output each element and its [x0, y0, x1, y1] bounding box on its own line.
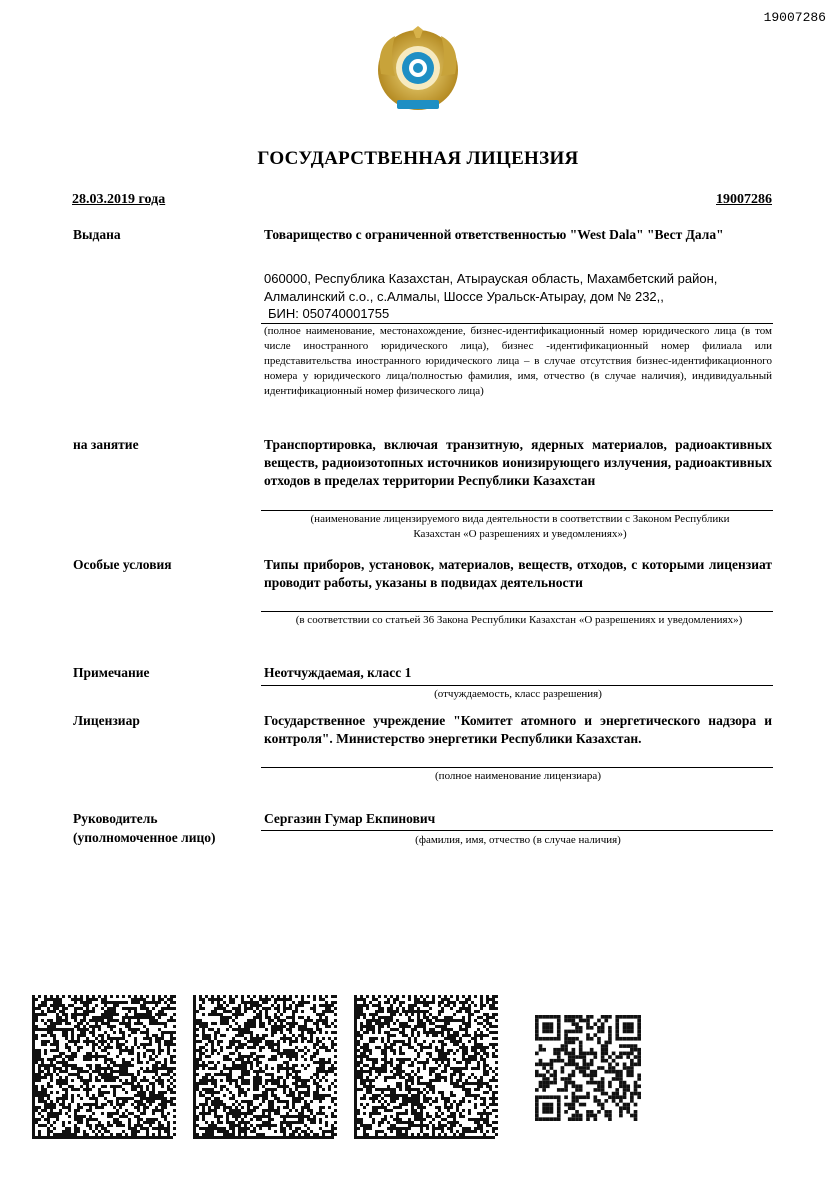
conditions-hint: (в соответствии со статьей 36 Закона Республики Казахстан «О разрешениях и уведомлениях»)	[295, 614, 743, 626]
head-label-line1: Руководитель	[73, 811, 158, 826]
state-emblem-icon	[373, 26, 463, 114]
note-hint: (отчуждаемость, класс разрешения)	[434, 688, 602, 700]
page-title: ГОСУДАРСТВЕННАЯ ЛИЦЕНЗИЯ	[257, 148, 579, 169]
document-number-corner: 19007286	[763, 10, 826, 25]
head-label-line2: (уполномоченное лицо)	[73, 830, 216, 845]
head-hint: (фамилия, имя, отчество (в случае наличия)	[415, 834, 621, 846]
issue-date: 28.03.2019 года	[72, 192, 166, 207]
divider	[261, 685, 773, 686]
conditions-label: Особые условия	[73, 557, 172, 572]
activity-hint: (наименование лицензируемого вида деятельности в соответствии с Законом Республики Казахстан «О разрешениях и уведомлениях»)	[310, 513, 730, 540]
divider	[261, 510, 773, 511]
license-number: 19007286	[716, 192, 772, 207]
data-matrix-barcode-icon	[193, 995, 337, 1139]
head-name: Сергазин Гумар Екпинович	[264, 811, 436, 826]
divider	[261, 830, 773, 831]
activity-label: на занятие	[73, 437, 139, 452]
conditions-value: Типы приборов, установок, материалов, веществ, отходов, с которыми лицензиат проводит работы, указаны в подвидах деятельности	[264, 557, 772, 590]
issued-hint: (полное наименование, местонахождение, бизнес-идентификационный номер юридического лица (в том числе иностранного юридического лица), бизнес -идентификационный номер филиала или представительства иностранного юридического лица – в случае отсутствия бизнес-идентификационного номера у юридического лица/полностью фамилия, имя, отчество (в случае наличия), индивидуальный идентификационный номер физического лица)	[264, 325, 772, 397]
divider	[261, 611, 773, 612]
activity-value: Транспортировка, включая транзитную, ядерных материалов, радиоактивных веществ, радиоизотопных источников ионизирующего излучения, радиоактивных отходов в пределах территории Республики Казахстан	[264, 437, 772, 488]
licensor-hint: (полное наименование лицензиара)	[435, 770, 601, 782]
issued-to-name: Товарищество с ограниченной ответственностью "West Dala" "Вест Дала"	[264, 227, 724, 242]
issued-address-line1: 060000, Республика Казахстан, Атырауская область, Махамбетский район,	[264, 271, 718, 286]
divider	[261, 767, 773, 768]
licensor-label: Лицензиар	[73, 713, 140, 728]
qr-code-icon	[535, 1015, 641, 1121]
data-matrix-barcode-icon	[32, 995, 176, 1139]
data-matrix-barcode-icon	[354, 995, 498, 1139]
issued-address-line2: Алмалинский с.о., с.Алмалы, Шоссе Уральск-Атырау, дом № 232,,	[264, 289, 664, 304]
note-value: Неотчуждаемая, класс 1	[264, 665, 412, 680]
licensor-value: Государственное учреждение "Комитет атомного и энергетического надзора и контроля". Министерство энергетики Республики Казахстан.	[264, 713, 772, 746]
note-label: Примечание	[73, 665, 150, 680]
issued-label: Выдана	[73, 227, 121, 242]
issued-bin: БИН: 050740001755	[268, 306, 390, 321]
